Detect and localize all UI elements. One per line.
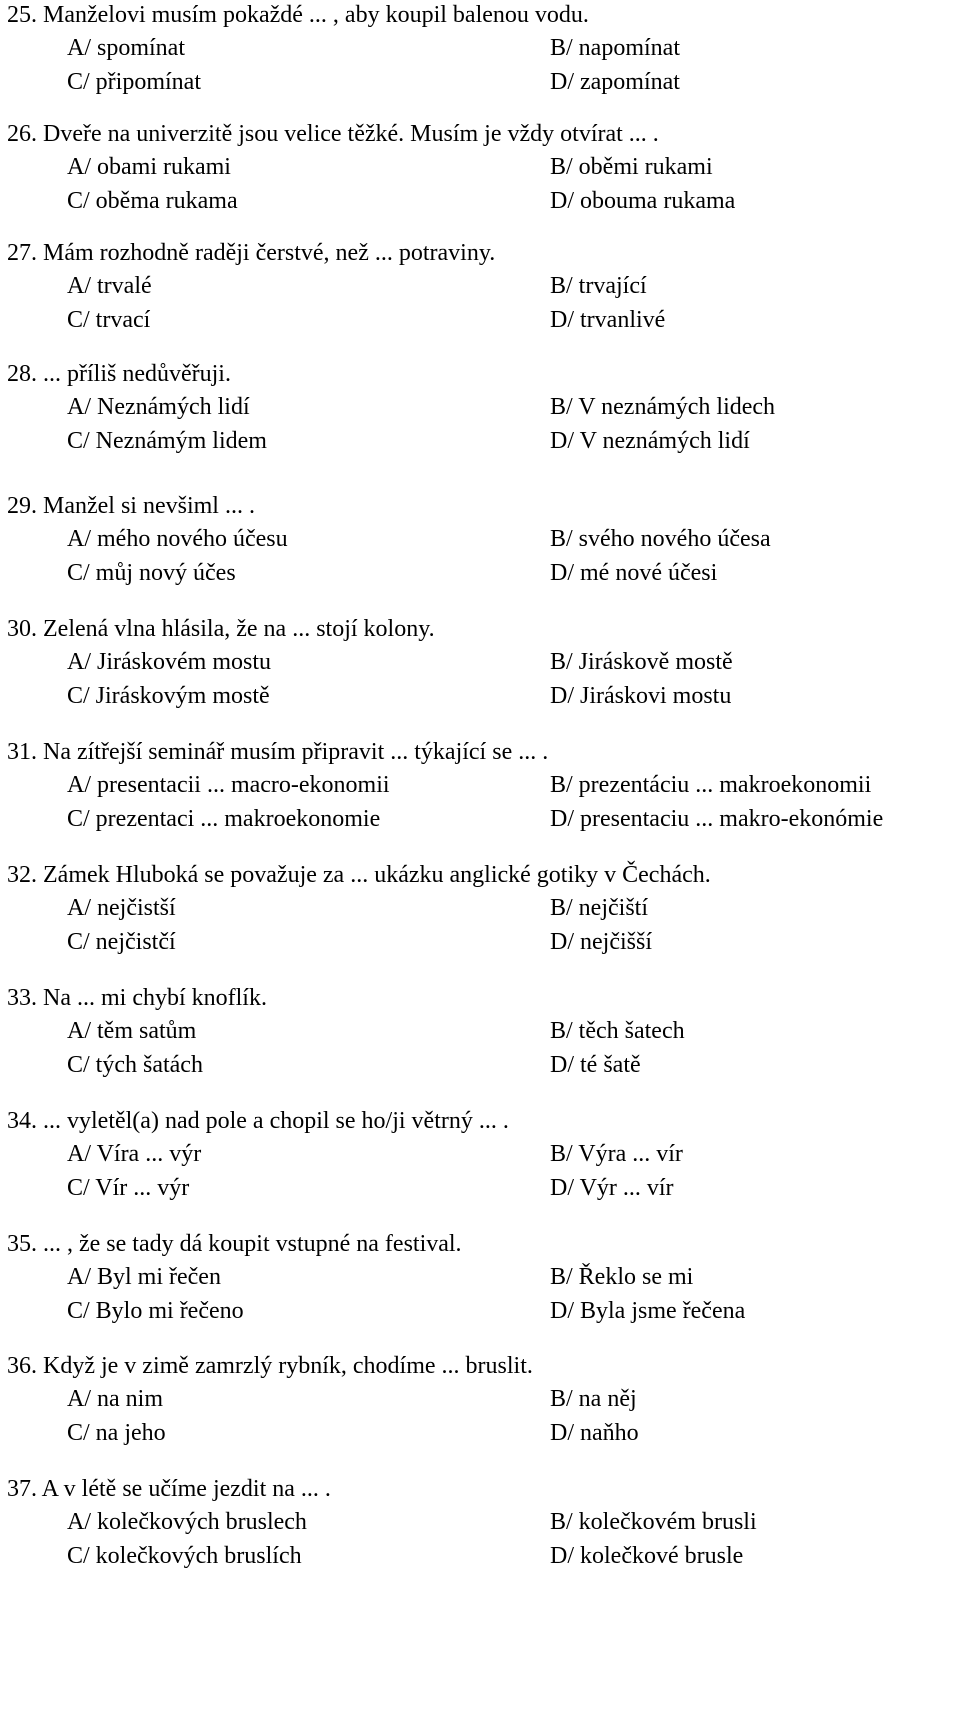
option-a: A/ na nim [67, 1386, 163, 1412]
question-text: 37. A v létě se učíme jezdit na ... . [7, 1476, 331, 1502]
option-a: A/ Neznámých lidí [67, 394, 250, 420]
question-text: 28. ... příliš nedůvěřuji. [7, 361, 231, 387]
option-c: C/ trvací [67, 307, 151, 333]
option-a: A/ mého nového účesu [67, 526, 288, 552]
option-c: C/ prezentaci ... makroekonomie [67, 806, 381, 832]
option-d: D/ trvanlivé [550, 307, 666, 333]
option-c: C/ nejčistčí [67, 929, 176, 955]
option-c: C/ připomínat [67, 69, 201, 95]
option-a: A/ spomínat [67, 35, 185, 61]
question-text: 25. Manželovi musím pokaždé ... , aby koupil balenou vodu. [7, 2, 589, 28]
option-b: B/ nejčiští [550, 895, 648, 921]
option-a: A/ obami rukami [67, 154, 231, 180]
option-b: B/ napomínat [550, 35, 680, 61]
option-d: D/ té šatě [550, 1052, 641, 1078]
option-c: C/ kolečkových bruslích [67, 1543, 302, 1569]
option-c: C/ oběma rukama [67, 188, 238, 214]
option-a: A/ Byl mi řečen [67, 1264, 221, 1290]
option-d: D/ Jiráskovi mostu [550, 683, 732, 709]
question-text: 32. Zámek Hluboká se považuje za ... ukázku anglické gotiky v Čechách. [7, 862, 711, 888]
option-d: D/ V neznámých lidí [550, 428, 750, 454]
option-b: B/ prezentáciu ... makroekonomii [550, 772, 872, 798]
option-c: C/ Jiráskovým mostě [67, 683, 270, 709]
option-c: C/ tých šatách [67, 1052, 203, 1078]
option-b: B/ svého nového účesa [550, 526, 771, 552]
option-b: B/ kolečkovém brusli [550, 1509, 757, 1535]
option-d: D/ mé nové účesi [550, 560, 718, 586]
option-c: C/ Vír ... výr [67, 1175, 190, 1201]
question-text: 30. Zelená vlna hlásila, že na ... stojí kolony. [7, 616, 435, 642]
option-a: A/ Jiráskovém mostu [67, 649, 271, 675]
question-text: 34. ... vyletěl(a) nad pole a chopil se ho/ji větrný ... . [7, 1108, 509, 1134]
option-b: B/ těch šatech [550, 1018, 685, 1044]
option-d: D/ presentaciu ... makro-ekonómie [550, 806, 884, 832]
option-c: C/ můj nový účes [67, 560, 236, 586]
option-b: B/ Jiráskově mostě [550, 649, 733, 675]
option-b: B/ oběmi rukami [550, 154, 713, 180]
option-d: D/ Výr ... vír [550, 1175, 674, 1201]
option-b: B/ V neznámých lidech [550, 394, 776, 420]
option-d: D/ obouma rukama [550, 188, 736, 214]
question-text: 26. Dveře na univerzitě jsou velice těžké. Musím je vždy otvírat ... . [7, 121, 659, 147]
option-c: C/ Bylo mi řečeno [67, 1298, 244, 1324]
option-b: B/ Řeklo se mi [550, 1264, 694, 1290]
option-c: C/ Neznámým lidem [67, 428, 267, 454]
option-a: A/ Víra ... výr [67, 1141, 202, 1167]
option-d: D/ naňho [550, 1420, 639, 1446]
option-a: A/ kolečkových bruslech [67, 1509, 307, 1535]
option-a: A/ presentacii ... macro-ekonomii [67, 772, 390, 798]
question-text: 36. Když je v zimě zamrzlý rybník, chodíme ... bruslit. [7, 1353, 533, 1379]
question-text: 27. Mám rozhodně raději čerstvé, než ... potraviny. [7, 240, 496, 266]
option-d: D/ kolečkové brusle [550, 1543, 744, 1569]
option-a: A/ těm satům [67, 1018, 197, 1044]
question-text: 29. Manžel si nevšiml ... . [7, 493, 255, 519]
option-d: D/ Byla jsme řečena [550, 1298, 746, 1324]
option-d: D/ nejčišší [550, 929, 652, 955]
question-text: 35. ... , že se tady dá koupit vstupné na festival. [7, 1231, 462, 1257]
option-a: A/ trvalé [67, 273, 152, 299]
option-b: B/ na něj [550, 1386, 637, 1412]
question-text: 31. Na zítřejší seminář musím připravit ... týkající se ... . [7, 739, 549, 765]
option-b: B/ trvající [550, 273, 647, 299]
option-d: D/ zapomínat [550, 69, 680, 95]
option-c: C/ na jeho [67, 1420, 166, 1446]
question-text: 33. Na ... mi chybí knoflík. [7, 985, 267, 1011]
option-b: B/ Výra ... vír [550, 1141, 683, 1167]
option-a: A/ nejčistší [67, 895, 176, 921]
